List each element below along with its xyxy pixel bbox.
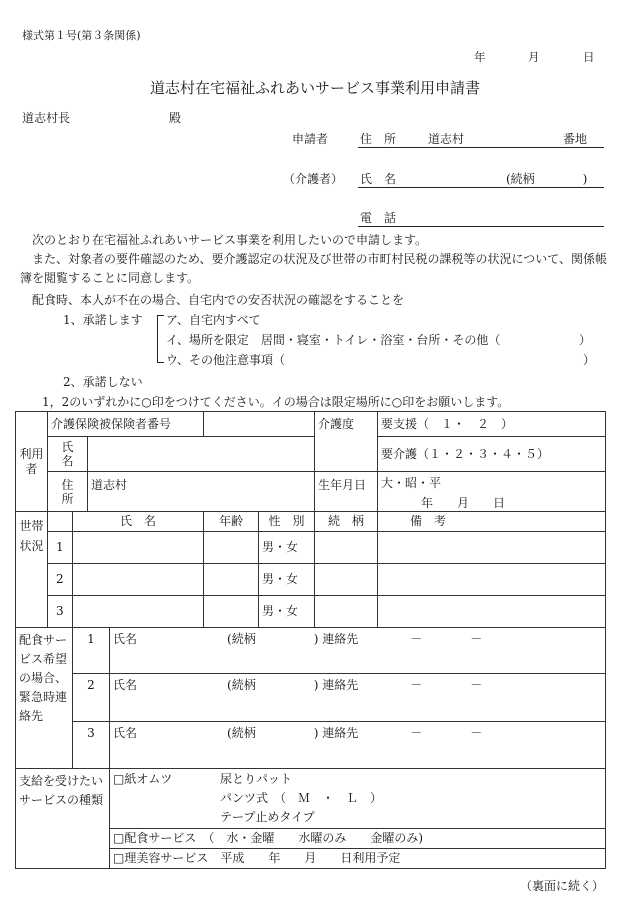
household-sex-cell[interactable]: 男・女 (259, 596, 315, 628)
household-row-no: 2 (48, 564, 73, 596)
household-name-cell[interactable] (73, 532, 204, 564)
consent-item-b: イ、場所を限定 居間・寝室・トイレ・浴室・台所・その他（ (166, 333, 501, 347)
household-note-cell[interactable] (378, 596, 606, 628)
birthdate-field[interactable] (378, 472, 606, 512)
emergency-contact-cell[interactable] (110, 628, 606, 674)
paragraph-3: 配食時、本人が不在の場合、自宅内での安否状況の確認をすることを (32, 293, 405, 307)
household-relation-cell[interactable] (315, 532, 378, 564)
form-number: 様式第１号(第３条関係) (22, 29, 141, 42)
date-year: 年 (474, 50, 486, 64)
household-relation-cell[interactable] (315, 596, 378, 628)
tape-type-label: テープ止めタイプ (220, 810, 315, 824)
emergency-row-no: 3 (73, 722, 110, 769)
application-table (15, 411, 606, 869)
emergency-section-label: 配食サービス希望の場合、緊急時連絡先 (16, 628, 73, 769)
user-address-label: 住 所 (48, 472, 88, 512)
consent-item-a: ア、自宅内すべて (166, 313, 261, 327)
applicant-label: 申請者 (292, 132, 329, 146)
household-sex-cell[interactable]: 男・女 (259, 564, 315, 596)
emergency-relation-label: (続柄 (227, 726, 256, 740)
meal-service-option[interactable]: □配食サービス （ 水・金曜 水曜のみ 金曜のみ) (110, 829, 606, 849)
care-level[interactable]: 要介護（１・２・３・４・５） (378, 437, 606, 472)
emergency-relation-label: (続柄 (227, 678, 256, 692)
care-level-label: 介護度 (315, 412, 378, 472)
caregiver-label: （介護者） (283, 172, 344, 186)
emergency-contact-cell[interactable] (110, 722, 606, 769)
birth-ymd: 年 月 日 (421, 496, 506, 511)
household-relation-header: 続 柄 (315, 512, 378, 532)
consent-item-c-end: ） (583, 353, 596, 367)
emergency-contact-label: ) 連絡先 (313, 678, 359, 692)
address-value: 道志村 (428, 132, 465, 146)
date-day: 日 (583, 50, 595, 64)
insured-number-field[interactable] (204, 412, 315, 437)
household-row-no: 3 (48, 596, 73, 628)
paragraph-2: また、対象者の要件確認のため、要介護認定の状況及び世帯の市町村民税の課税等の状況について、関係帳簿を閲覧することに同意します。 (20, 252, 608, 285)
consent-option-2: 2、承諾しない (63, 375, 143, 389)
diaper-checkbox[interactable]: □紙オムツ (113, 772, 173, 786)
birth-era: 大・昭・平 (381, 476, 442, 490)
household-note-cell[interactable] (378, 532, 606, 564)
emergency-name-label: 氏名 (113, 726, 138, 740)
user-name-label: 氏 名 (48, 437, 88, 472)
emergency-phone-dashes: － － (410, 632, 483, 646)
table-row (16, 532, 606, 564)
household-sex-cell[interactable]: 男・女 (259, 532, 315, 564)
phone-label: 電 話 (360, 211, 397, 225)
continued-note: （裏面に続く） (519, 879, 604, 893)
emergency-phone-dashes: － － (410, 678, 483, 692)
name-label: 氏 名 (360, 172, 397, 186)
banchi-label: 番地 (563, 132, 588, 146)
address-label: 住 所 (360, 132, 397, 146)
emergency-contact-label: ) 連絡先 (313, 726, 359, 740)
household-sex-header: 性 別 (259, 512, 315, 532)
barber-service-option[interactable]: □理美容サービス 平成 年 月 日利用予定 (110, 849, 606, 869)
household-note-cell[interactable] (378, 564, 606, 596)
pants-type-label: パンツ式 （ Ｍ ・ Ｌ ） (220, 791, 383, 805)
emergency-contact-cell[interactable] (110, 674, 606, 722)
emergency-row-no: 2 (73, 674, 110, 722)
consent-item-c: ウ、その他注意事項（ (166, 353, 286, 367)
household-name-cell[interactable] (73, 596, 204, 628)
date-month: 月 (528, 50, 540, 64)
household-relation-cell[interactable] (315, 564, 378, 596)
birthdate-label: 生年月日 (315, 472, 378, 512)
household-name-cell[interactable] (73, 564, 204, 596)
household-row-no: 1 (48, 532, 73, 564)
household-age-cell[interactable] (204, 564, 259, 596)
emergency-phone-dashes: － － (410, 726, 483, 740)
household-age-cell[interactable] (204, 532, 259, 564)
document-title: 道志村在宅福祉ふれあいサービス事業利用申請書 (149, 79, 480, 97)
emergency-relation-label: (続柄 (227, 632, 256, 646)
honorific: 殿 (169, 111, 182, 125)
user-name-field[interactable] (88, 437, 315, 472)
user-section-label: 利用者 (16, 412, 48, 512)
table-row (16, 628, 606, 674)
household-name-header: 氏 名 (73, 512, 204, 532)
emergency-row-no: 1 (73, 628, 110, 674)
household-age-cell[interactable] (204, 596, 259, 628)
table-row (16, 722, 606, 769)
household-age-header: 年齢 (204, 512, 259, 532)
services-section-label: 支給を受けたいサービスの種類 (16, 769, 110, 869)
emergency-contact-label: ) 連絡先 (313, 632, 359, 646)
household-note-header: 備 考 (378, 512, 606, 532)
table-row (16, 674, 606, 722)
diaper-service-cell[interactable] (110, 769, 606, 829)
emergency-name-label: 氏名 (113, 632, 138, 646)
consent-note: 1，2のいずれかに○印をつけてください。イの場合は限定場所に○印をお願いします。 (42, 395, 510, 409)
insured-number-label: 介護保険被保険者番号 (48, 412, 204, 437)
support-level[interactable]: 要支援（ １・ ２ ） (378, 412, 606, 437)
option-bracket (157, 315, 164, 363)
paragraph-1: 次のとおり在宅福祉ふれあいサービス事業を利用したいので申請します。 (32, 233, 428, 247)
user-address-value: 道志村 (88, 472, 315, 512)
table-row (16, 596, 606, 628)
consent-item-b-end: ） (579, 333, 592, 347)
consent-option-1: 1、承諾します (63, 313, 143, 327)
household-section-label: 世帯状況 (16, 512, 48, 628)
relation-label: (続柄 ) (506, 172, 588, 186)
emergency-name-label: 氏名 (113, 678, 138, 692)
table-row (16, 564, 606, 596)
urine-pad-label: 尿とりパット (220, 772, 293, 786)
addressee: 道志村長 (22, 111, 71, 125)
